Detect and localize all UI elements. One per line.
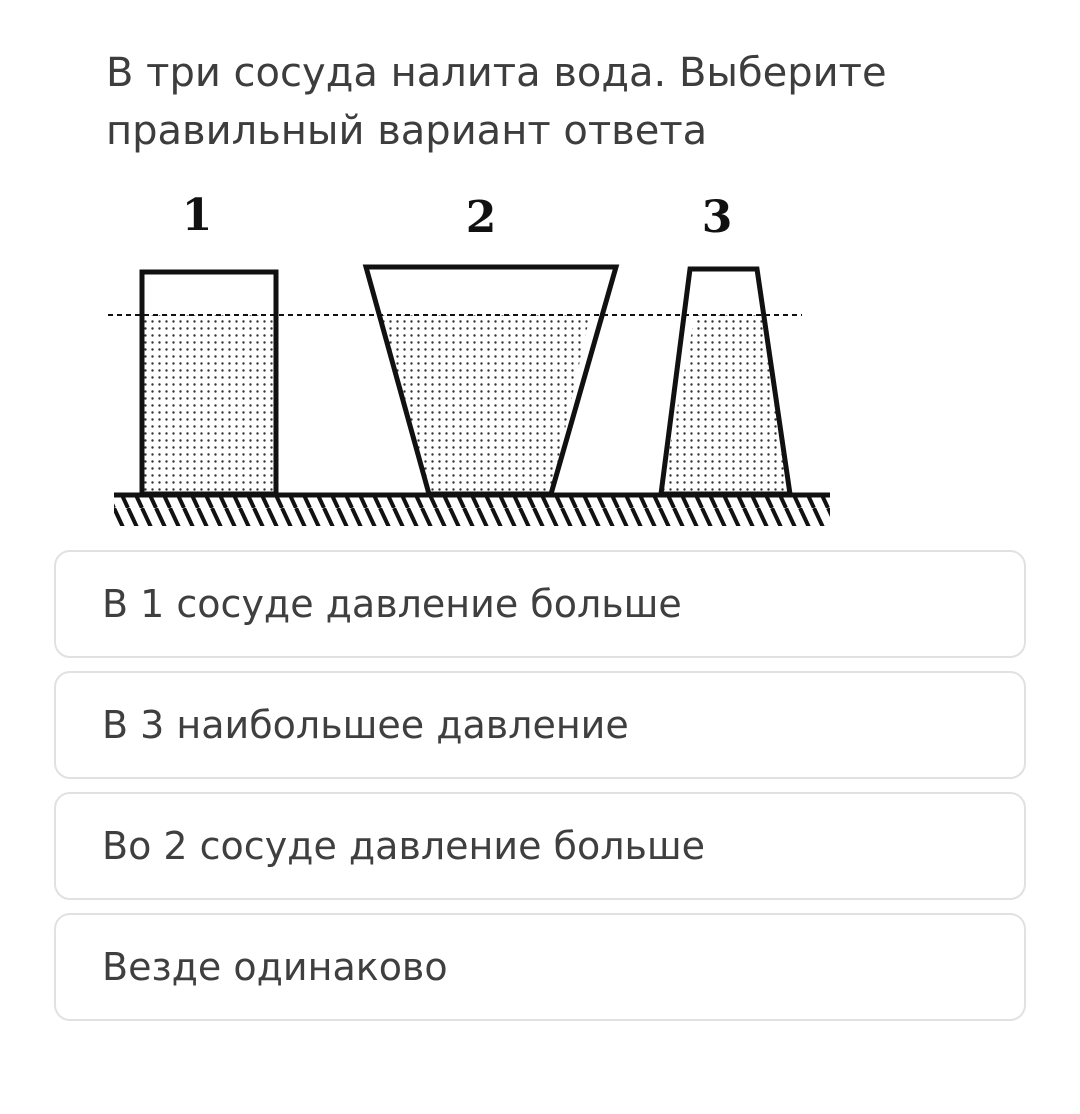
ground-hatching <box>114 496 830 526</box>
question-text: В три сосуда налита вода. Выберите правильный вариант ответа <box>106 50 887 154</box>
answer-option-label: Везде одинаково <box>102 945 448 989</box>
answer-option-label: Во 2 сосуде давление больше <box>102 824 706 868</box>
three-vessels-diagram <box>100 178 860 548</box>
vessel-2-label: 2 <box>465 192 497 243</box>
vessel-1-water <box>142 315 276 493</box>
vessel-1-label: 1 <box>181 190 213 241</box>
three-vessels-figure <box>100 178 860 548</box>
answer-option-3[interactable] <box>54 792 1026 900</box>
answer-option-4[interactable] <box>54 913 1026 1021</box>
answer-option-2[interactable] <box>54 671 1026 779</box>
vessel-3-label: 3 <box>701 192 733 243</box>
answer-option-1[interactable] <box>54 550 1026 658</box>
answer-options <box>54 550 1026 1034</box>
answer-option-label: В 1 сосуде давление больше <box>102 582 682 626</box>
answer-option-label: В 3 наибольшее давление <box>102 703 629 747</box>
